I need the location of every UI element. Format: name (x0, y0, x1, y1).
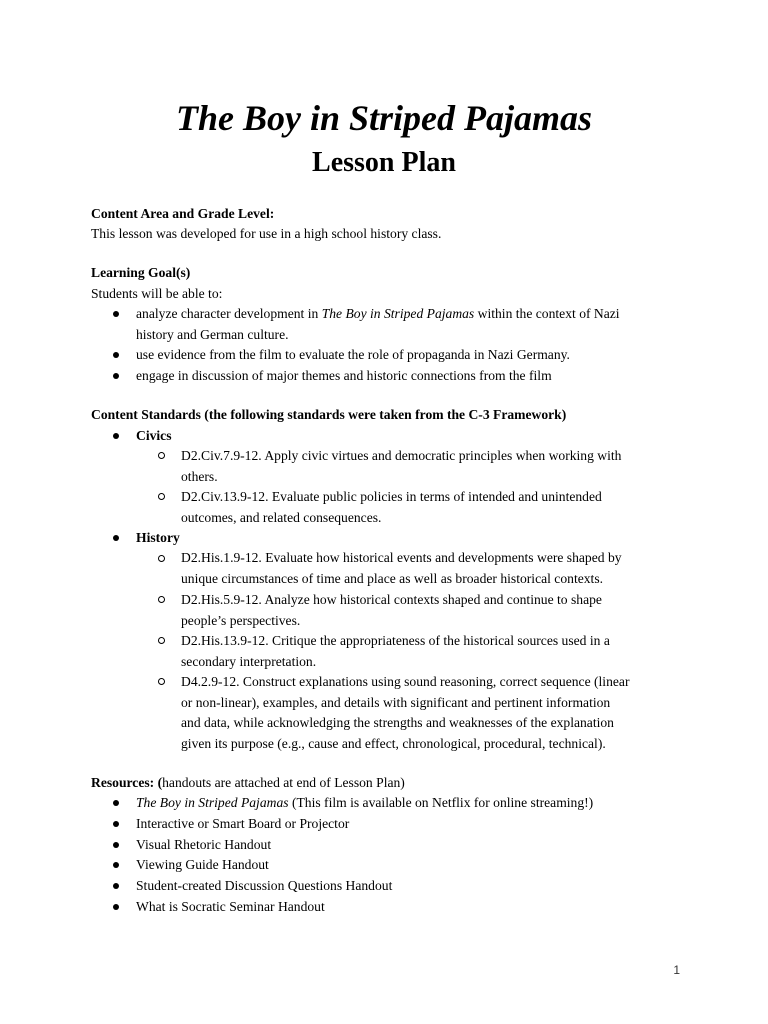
standard-item: D2.His.1.9-12. Evaluate how historical events and developments were shaped by (181, 550, 622, 565)
film-title: The Boy in Striped Pajamas (321, 306, 475, 321)
bullet-icon (113, 433, 119, 439)
resources-heading (91, 773, 405, 794)
bullet-icon (113, 352, 119, 358)
bullet-icon (113, 535, 119, 541)
bullet-icon (113, 821, 119, 827)
standard-item: D2.His.5.9-12. Analyze how historical contexts shaped and continue to shape (181, 592, 602, 607)
page-number: 1 (673, 963, 680, 977)
standard-item: D4.2.9-12. Construct explanations using sound reasoning, correct sequence (linear (181, 674, 630, 689)
resources-heading-label: Resources: ( (91, 775, 163, 790)
bullet-icon (113, 311, 119, 317)
standard-item-cont: outcomes, and related consequences. (181, 510, 382, 525)
bullet-icon (113, 373, 119, 379)
content-area-heading: Content Area and Grade Level: (91, 206, 275, 221)
content-standards-heading: Content Standards (the following standards were taken from the C-3 Framework) (91, 407, 567, 422)
standard-item-cont: unique circumstances of time and place as well as broader historical contexts. (181, 571, 604, 586)
bullet-icon (113, 883, 119, 889)
standard-item: D2.Civ.7.9-12. Apply civic virtues and democratic principles when working with (181, 448, 622, 463)
learning-goals-heading: Learning Goal(s) (91, 265, 191, 280)
bullet-icon (113, 842, 119, 848)
standard-item-cont: others. (181, 469, 218, 484)
resource-item: Visual Rhetoric Handout (136, 837, 272, 852)
goal-text: within the context of Nazi (474, 306, 620, 321)
standard-item-cont: people’s perspectives. (181, 613, 301, 628)
learning-goal-item-cont: history and German culture. (136, 327, 289, 342)
resource-note: (This film is available on Netflix for online streaming!) (288, 795, 594, 810)
sub-bullet-icon (158, 555, 165, 562)
sub-bullet-icon (158, 596, 165, 603)
resource-item (136, 793, 593, 814)
bullet-icon (113, 904, 119, 910)
sub-bullet-icon (158, 452, 165, 459)
standard-item-cont: given its purpose (e.g., cause and effect, chronological, procedural, technical). (181, 736, 606, 751)
resources-heading-note: handouts are attached at end of Lesson Plan) (162, 775, 405, 790)
standard-item: D2.Civ.13.9-12. Evaluate public policies in terms of intended and unintended (181, 489, 602, 504)
resource-item: Interactive or Smart Board or Projector (136, 816, 350, 831)
standard-item: D2.His.13.9-12. Critique the appropriateness of the historical sources used in a (181, 633, 610, 648)
document-subtitle: Lesson Plan (312, 147, 456, 178)
sub-bullet-icon (158, 493, 165, 500)
bullet-icon (113, 800, 119, 806)
standard-item-cont: secondary interpretation. (181, 654, 317, 669)
resource-item: What is Socratic Seminar Handout (136, 899, 325, 914)
sub-bullet-icon (158, 678, 165, 685)
standard-item-cont: and data, while acknowledging the strengths and weaknesses of the explanation (181, 715, 614, 730)
bullet-icon (113, 862, 119, 868)
civics-label: Civics (136, 428, 172, 443)
learning-goals-intro: Students will be able to: (91, 286, 223, 301)
learning-goal-item (136, 304, 620, 325)
standard-item-cont: or non-linear), examples, and details with significant and pertinent information (181, 695, 611, 710)
content-area-text: This lesson was developed for use in a high school history class. (91, 226, 442, 241)
history-label: History (136, 530, 180, 545)
learning-goal-item: use evidence from the film to evaluate the role of propaganda in Nazi Germany. (136, 347, 570, 362)
resource-item: Student-created Discussion Questions Handout (136, 878, 393, 893)
sub-bullet-icon (158, 637, 165, 644)
resource-item: Viewing Guide Handout (136, 857, 269, 872)
goal-text: analyze character development in (136, 306, 322, 321)
film-title: The Boy in Striped Pajamas (136, 795, 289, 810)
learning-goal-item: engage in discussion of major themes and historic connections from the film (136, 368, 552, 383)
document-title: The Boy in Striped Pajamas (175, 98, 593, 138)
